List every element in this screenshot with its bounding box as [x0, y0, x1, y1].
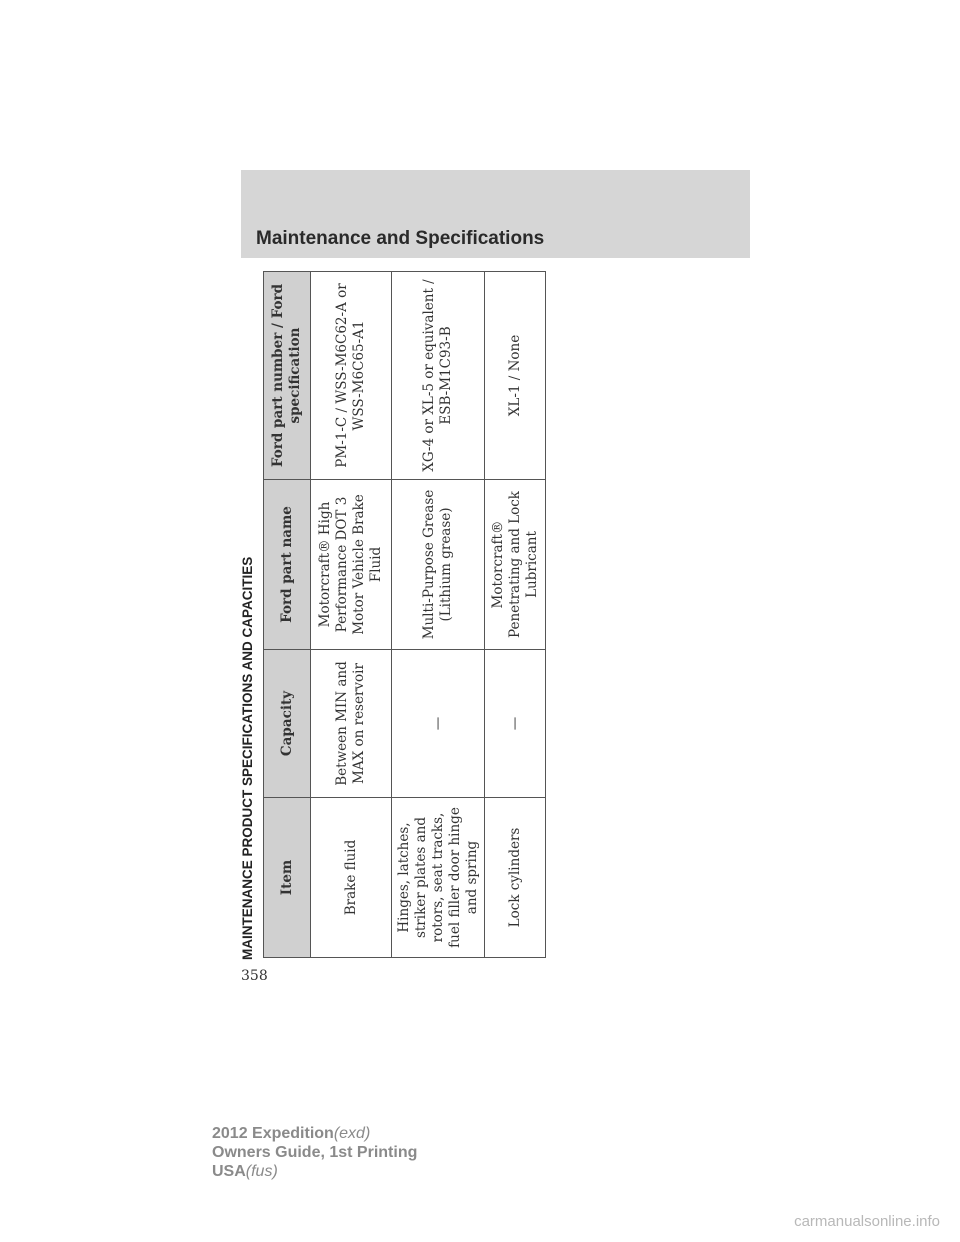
cell-part-name: Motorcraft® High Performance DOT 3 Motor Vehicle Brake Fluid — [311, 480, 392, 650]
footer-model: 2012 Expedition — [212, 1125, 334, 1142]
cell-part-number: PM-1-C / WSS-M6C62-A or WSS-M6C65-A1 — [311, 272, 392, 480]
spec-table — [263, 271, 546, 958]
column-header-part-number: Ford part number / Ford specification — [264, 272, 311, 480]
footer-guide-edition: Owners Guide, 1st Printing — [212, 1144, 418, 1161]
cell-capacity: — — [485, 650, 546, 798]
cell-capacity: Between MIN and MAX on reservoir — [311, 650, 392, 798]
table-title: MAINTENANCE PRODUCT SPECIFICATIONS AND CAPACITIES — [240, 556, 255, 960]
page-number: 358 — [241, 968, 268, 984]
cell-item: Hinges, latches, striker plates and rotors, seat tracks, fuel filler door hinge and spring — [392, 798, 485, 958]
rotated-table-container — [238, 270, 540, 960]
footer-market-code: (fus) — [245, 1163, 278, 1180]
cell-item: Lock cylinders — [485, 798, 546, 958]
cell-part-name: Multi-Purpose Grease (Lithium grease) — [392, 480, 485, 650]
watermark: carmanualsonline.info — [794, 1213, 940, 1230]
document-footer — [212, 1124, 417, 1181]
table-row — [311, 272, 392, 958]
column-header-item: Item — [264, 798, 311, 958]
cell-part-number: XG-4 or XL-5 or equivalent / ESB-M1C93-B — [392, 272, 485, 480]
column-header-part-name: Ford part name — [264, 480, 311, 650]
column-header-capacity: Capacity — [264, 650, 311, 798]
footer-market: USA — [212, 1163, 246, 1180]
section-title: Maintenance and Specifications — [256, 228, 545, 249]
table-row — [392, 272, 485, 958]
table-row — [485, 272, 546, 958]
cell-capacity: — — [392, 650, 485, 798]
cell-part-number: XL-1 / None — [485, 272, 546, 480]
table-header-row — [264, 272, 311, 958]
cell-part-name: Motorcraft® Penetrating and Lock Lubricant — [485, 480, 546, 650]
footer-model-code: (exd) — [333, 1125, 371, 1142]
cell-item: Brake fluid — [311, 798, 392, 958]
